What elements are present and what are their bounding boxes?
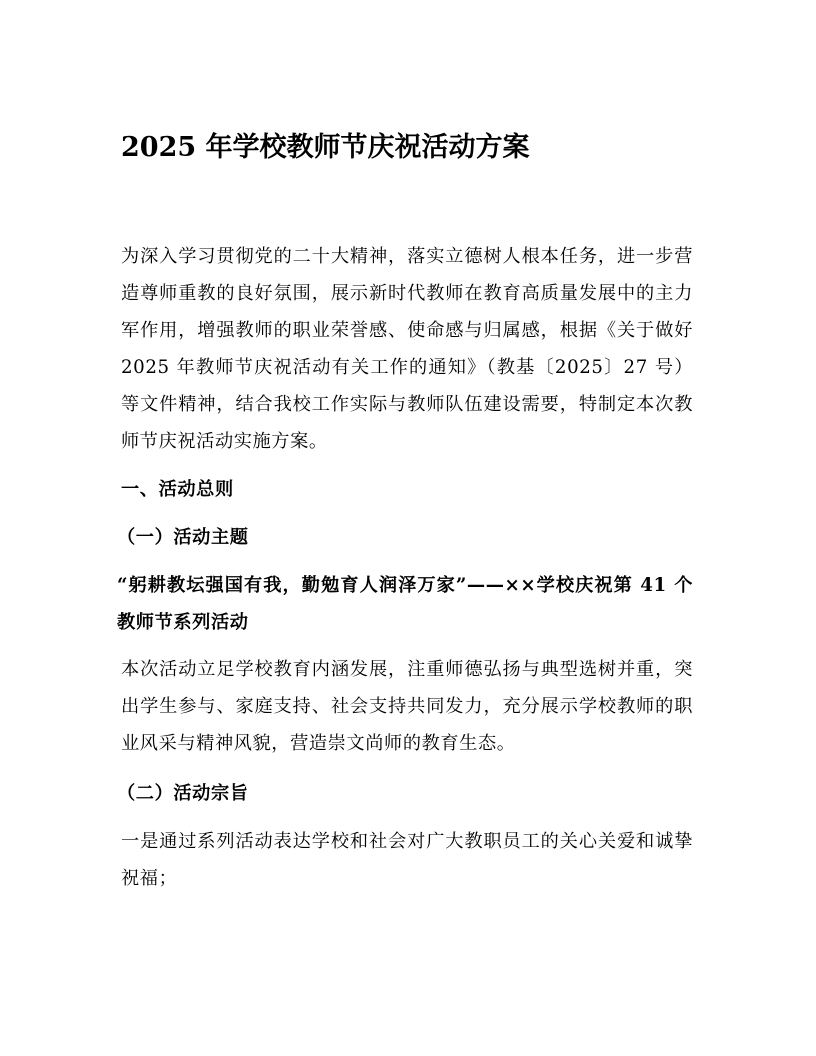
document-title: 2025 年学校教师节庆祝活动方案 [121, 132, 530, 163]
theme-description-paragraph: 本次活动立足学校教育内涵发展，注重师德弘扬与典型选树并重，突出学生参与、家庭支持、社会支持共同发力，充分展示学校教师的职业风采与精神风貌，营造崇文尚师的教育生态。 [121, 659, 693, 754]
section-heading-general-principles: 一、活动总则 [121, 479, 234, 500]
intro-paragraph: 为深入学习贯彻党的二十大精神，落实立德树人根本任务，进一步营造尊师重教的良好氛围，展示新时代教师在教育高质量发展中的主力军作用，增强教师的职业荣誉感、使命感与归属感，根据《关于做好 2025 年教师节庆祝活动有关工作的通知》（教基〔2025〕27 号）等文件精神，结合我校工作实际与教师队伍建设需要，特制定本次教师节庆祝活动实施方案。 [121, 246, 693, 452]
theme-statement: “躬耕教坛强国有我，勤勉育人润泽万家”——××学校庆祝第 41 个教师节系列活动 [117, 575, 693, 633]
subsection-heading-theme: （一）活动主题 [117, 527, 249, 548]
subsection-heading-purpose: （二）活动宗旨 [117, 783, 249, 804]
purpose-paragraph: 一是通过系列活动表达学校和社会对广大教职员工的关心关爱和诚挚祝福； [121, 831, 693, 889]
